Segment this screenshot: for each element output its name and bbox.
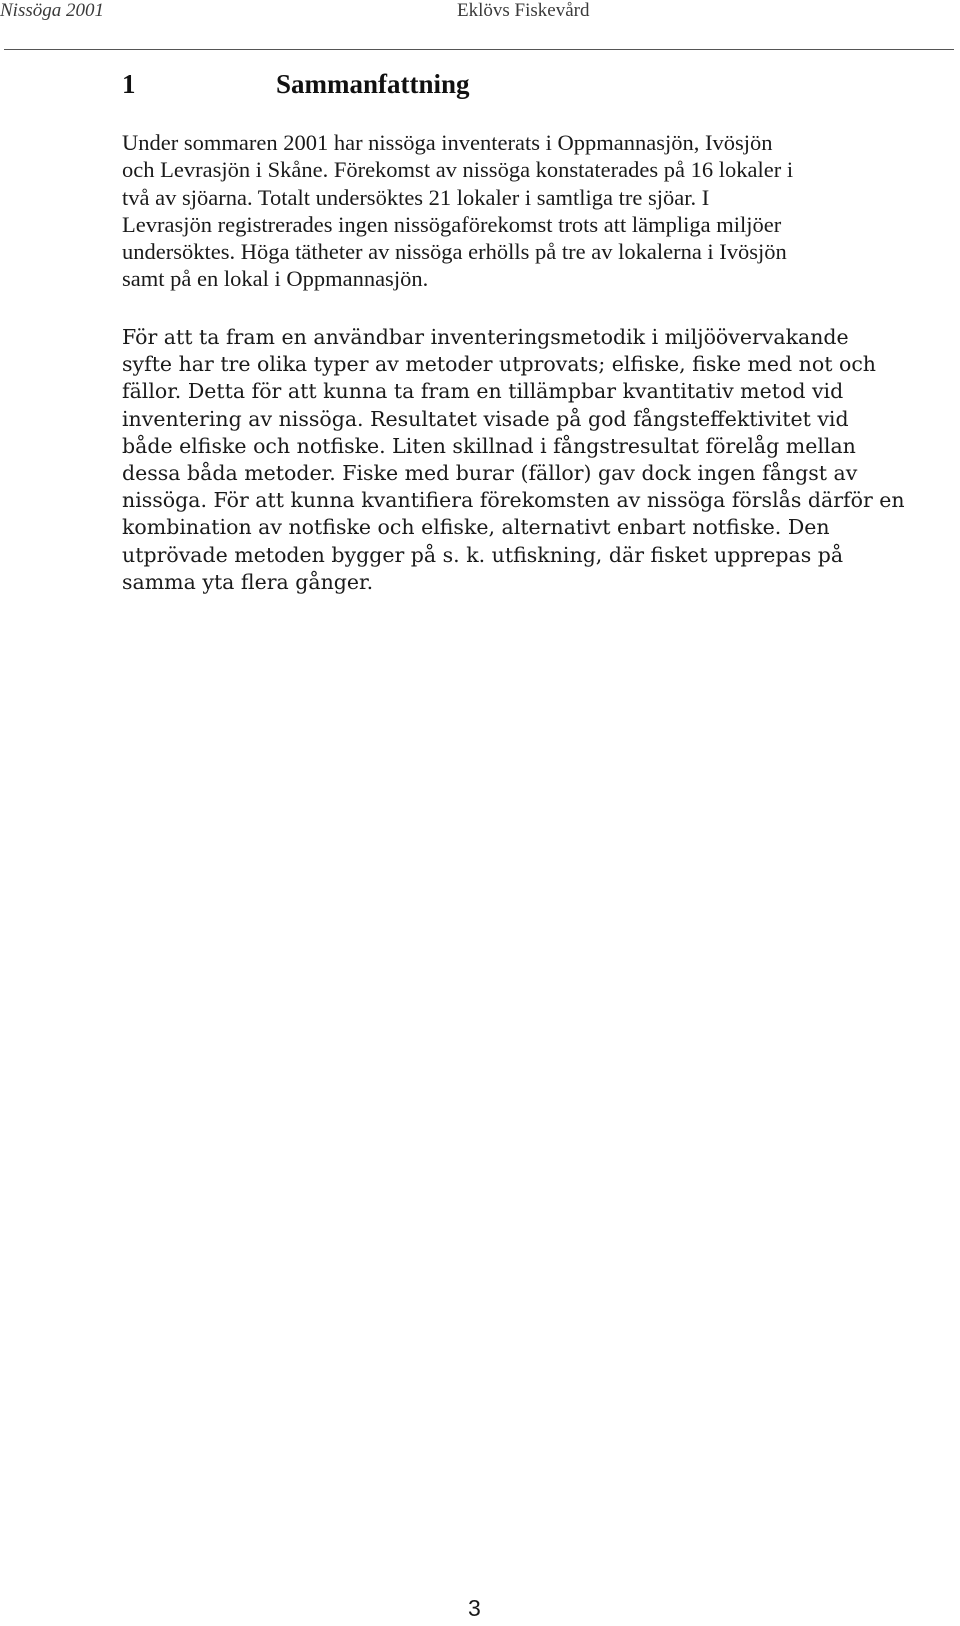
paragraph-line: utprövade metoden bygger på s. k. utfiskning, där fisket upprepas på [122, 542, 844, 567]
paragraph-line: inventering av nissöga. Resultatet visade på god fångsteffektivitet vid [122, 406, 849, 431]
header-organization: Eklövs Fiskevård [457, 0, 590, 21]
paragraph-line: undersöktes. Höga tätheter av nissöga erhölls på tre av lokalerna i Ivösjön [122, 239, 787, 265]
paragraph-line: Under sommaren 2001 har nissöga inventerats i Oppmannasjön, Ivösjön [122, 130, 773, 155]
paragraph-line: fällor. Detta för att kunna ta fram en tillämpbar kvantitativ metod vid [122, 379, 844, 404]
paragraph-line: och Levrasjön i Skåne. Förekomst av nissöga konstaterades på 16 lokaler i [122, 157, 794, 183]
paragraph-line: kombination av notfiske och elfiske, alternativt enbart notfiske. Den [122, 515, 830, 540]
summary-paragraph-1 [122, 129, 937, 293]
section-number: 1 [122, 69, 136, 99]
page-number: 3 [468, 1595, 481, 1621]
header-divider [4, 49, 954, 50]
header-document-title: Nissöga 2001 [0, 0, 104, 21]
paragraph-line: Levrasjön registrerades ingen nissögaförekomst trots att lämpliga miljöer [122, 211, 782, 237]
paragraph-line: syfte har tre olika typer av metoder utprovats; elfiske, fiske med not och [122, 352, 877, 377]
paragraph-line: både elfiske och notfiske. Liten skillnad i fångstresultat förelåg mellan [122, 433, 856, 458]
summary-paragraph-2 [122, 324, 937, 596]
paragraph-line: dessa båda metoder. Fiske med burar (fällor) gav dock ingen fångst av [122, 461, 858, 486]
page-header [0, 0, 944, 50]
paragraph-line: nissöga. För att kunna kvantifiera förekomsten av nissöga förslås därför en [122, 488, 905, 513]
paragraph-line: samt på en lokal i Oppmannasjön. [122, 266, 429, 292]
paragraph-line: samma yta flera gånger. [122, 569, 374, 594]
paragraph-line: två av sjöarna. Totalt undersöktes 21 lokaler i samtliga tre sjöar. I [122, 184, 710, 210]
paragraph-line: För att ta fram en användbar inventeringsmetodik i miljöövervakande [122, 325, 849, 349]
section-title: Sammanfattning [276, 69, 470, 99]
